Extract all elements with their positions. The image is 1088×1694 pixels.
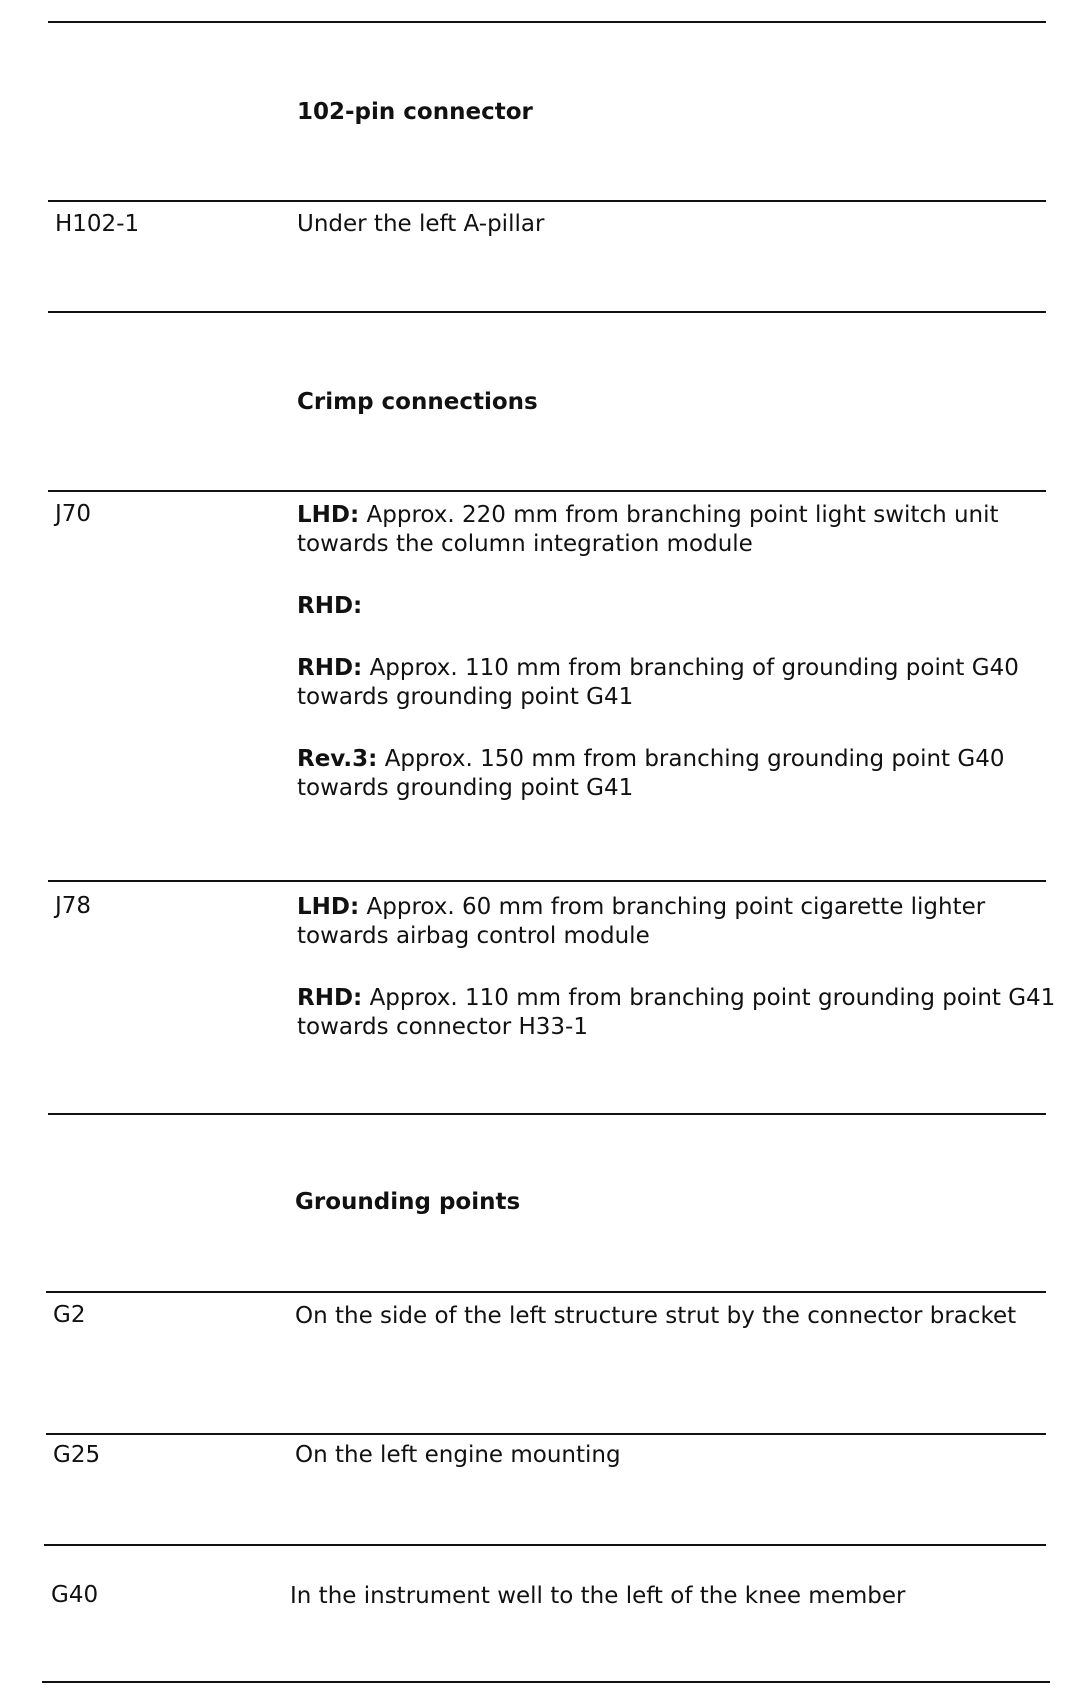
entry-j70-lhd: LHD: Approx. 220 mm from branching point light switch unit towards the column integration module [297, 502, 999, 557]
entry-j70-rhd: RHD: Approx. 110 mm from branching of grounding point G40 towards grounding point G41 [297, 655, 1019, 710]
entry-j70-rev3: Rev.3: Approx. 150 mm from branching grounding point G40 towards grounding point G41 [297, 746, 1005, 801]
location-j70 [297, 501, 1057, 803]
entry-j70-rhd-empty: RHD: [297, 593, 363, 619]
component-code-j70: J70 [55, 501, 92, 527]
divider-j70 [48, 880, 1046, 882]
component-code-g40: G40 [51, 1582, 99, 1608]
location-j78 [297, 893, 1057, 1042]
divider-j78 [48, 1113, 1046, 1115]
divider-connector [48, 200, 1046, 202]
component-code-h102-1: H102-1 [55, 211, 140, 237]
component-code-g25: G25 [53, 1442, 101, 1468]
location-h102-1: Under the left A-pillar [297, 211, 545, 237]
section-heading-grounding: Grounding points [295, 1189, 521, 1215]
divider-crimp [48, 490, 1046, 492]
component-code-g2: G2 [53, 1302, 86, 1328]
location-g25: On the left engine mounting [295, 1442, 621, 1468]
divider-bottom [42, 1681, 1050, 1683]
divider-g2 [46, 1433, 1046, 1435]
section-heading-crimp: Crimp connections [297, 389, 538, 415]
divider-top [48, 21, 1046, 23]
location-g40: In the instrument well to the left of the knee member [290, 1583, 906, 1609]
divider-g25 [44, 1544, 1046, 1546]
divider-h102 [48, 311, 1046, 313]
component-code-j78: J78 [55, 893, 92, 919]
divider-grounding [46, 1291, 1046, 1293]
entry-j78-rhd: RHD: Approx. 110 mm from branching point grounding point G41 towards connector H33-1 [297, 985, 1056, 1040]
section-heading-connector: 102-pin connector [297, 99, 533, 125]
entry-j78-lhd: LHD: Approx. 60 mm from branching point cigarette lighter towards airbag control module [297, 894, 986, 949]
location-g2: On the side of the left structure strut by the connector bracket [295, 1303, 1017, 1329]
